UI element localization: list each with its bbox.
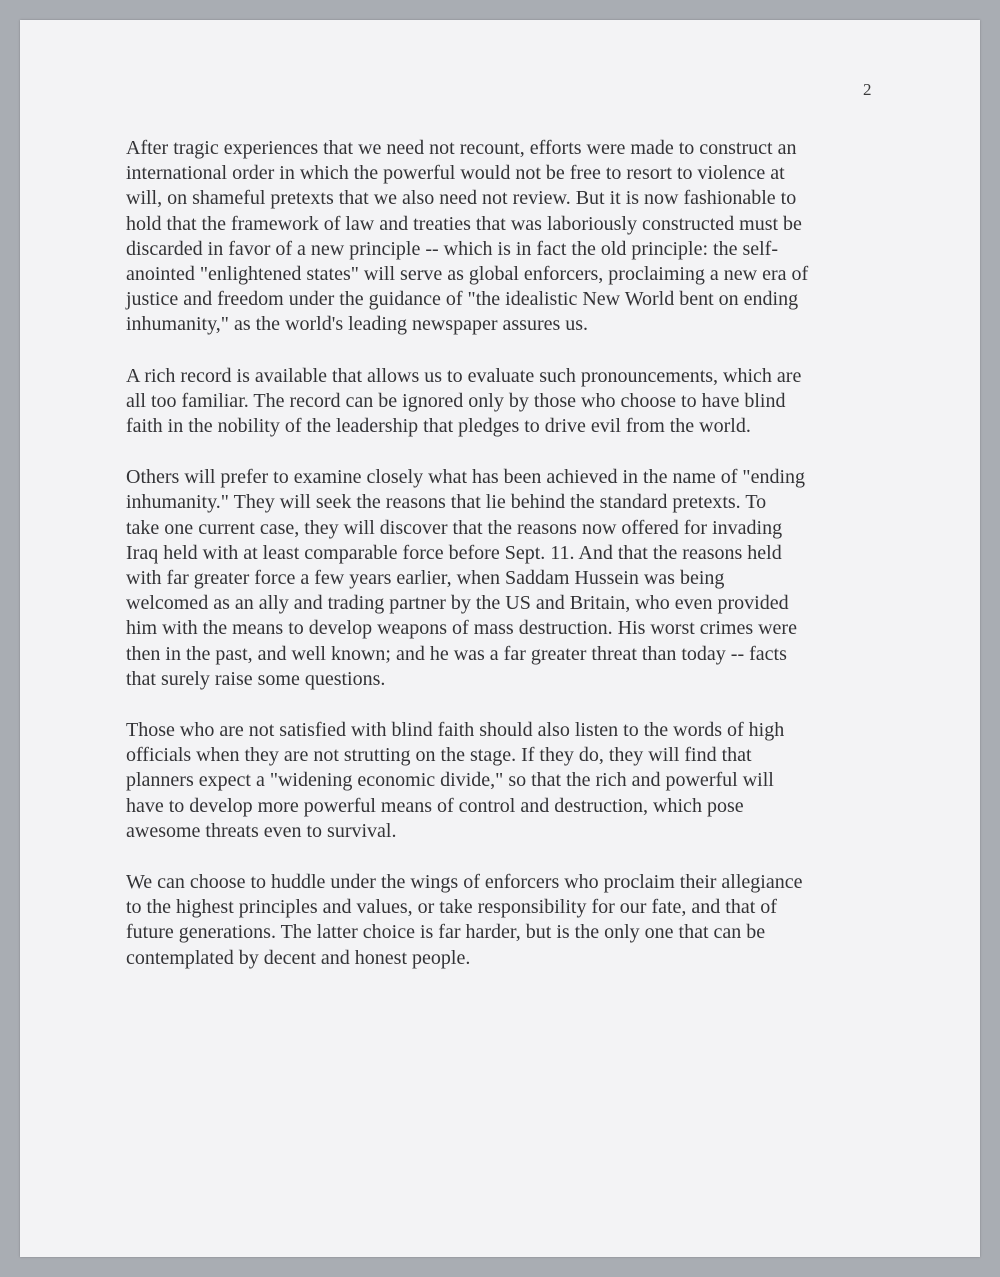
document-body bbox=[126, 136, 886, 997]
text-line: faith in the nobility of the leadership that pledges to drive evil from the world. bbox=[126, 415, 751, 438]
text-line: A rich record is available that allows us to evaluate such pronouncements, which are bbox=[126, 364, 802, 387]
text-line: with far greater force a few years earlier, when Saddam Hussein was being bbox=[126, 567, 725, 590]
text-line: that surely raise some questions. bbox=[126, 667, 386, 690]
text-line: Iraq held with at least comparable force before Sept. 11. And that the reasons held bbox=[126, 541, 782, 564]
text-line: all too familiar. The record can be ignored only by those who choose to have blind bbox=[126, 389, 786, 412]
text-line: We can choose to huddle under the wings of enforcers who proclaim their allegiance bbox=[126, 871, 803, 894]
text-line: inhumanity," as the world's leading newspaper assures us. bbox=[126, 313, 589, 336]
paragraph-4 bbox=[126, 718, 886, 844]
paragraph-2 bbox=[126, 364, 886, 440]
text-line: will, on shameful pretexts that we also need not review. But it is now fashionable to bbox=[126, 187, 797, 210]
text-line: anointed "enlightened states" will serve as global enforcers, proclaiming a new era of bbox=[126, 263, 809, 286]
paragraph-5 bbox=[126, 870, 886, 971]
text-line: him with the means to develop weapons of mass destruction. His worst crimes were bbox=[126, 617, 797, 640]
text-line: discarded in favor of a new principle -- which is in fact the old principle: the self- bbox=[126, 237, 778, 260]
text-line: welcomed as an ally and trading partner by the US and Britain, who even provided bbox=[126, 592, 789, 615]
text-line: contemplated by decent and honest people. bbox=[126, 946, 471, 969]
text-line: After tragic experiences that we need not recount, efforts were made to construct an bbox=[126, 137, 797, 159]
text-line: officials when they are not strutting on the stage. If they do, they will find that bbox=[126, 744, 752, 767]
text-line: take one current case, they will discover that the reasons now offered for invading bbox=[126, 516, 783, 539]
document-page bbox=[20, 20, 980, 1257]
text-line: inhumanity." They will seek the reasons that lie behind the standard pretexts. To bbox=[126, 491, 767, 514]
text-line: international order in which the powerful would not be free to resort to violence at bbox=[126, 162, 785, 185]
text-line: Those who are not satisfied with blind faith should also listen to the words of high bbox=[126, 719, 785, 742]
text-line: future generations. The latter choice is far harder, but is the only one that can be bbox=[126, 921, 766, 944]
text-line: to the highest principles and values, or take responsibility for our fate, and that of bbox=[126, 896, 777, 919]
paragraph-1 bbox=[126, 136, 886, 338]
text-line: have to develop more powerful means of control and destruction, which pose bbox=[126, 794, 744, 817]
text-line: planners expect a "widening economic divide," so that the rich and powerful will bbox=[126, 769, 774, 792]
page-number: 2 bbox=[863, 80, 872, 99]
text-line: then in the past, and well known; and he was a far greater threat than today -- facts bbox=[126, 642, 787, 665]
text-line: awesome threats even to survival. bbox=[126, 819, 397, 842]
paragraph-3 bbox=[126, 465, 886, 692]
text-line: justice and freedom under the guidance of "the idealistic New World bent on ending bbox=[126, 288, 799, 311]
text-line: Others will prefer to examine closely what has been achieved in the name of "ending bbox=[126, 466, 806, 489]
text-line: hold that the framework of law and treaties that was laboriously constructed must be bbox=[126, 212, 802, 235]
